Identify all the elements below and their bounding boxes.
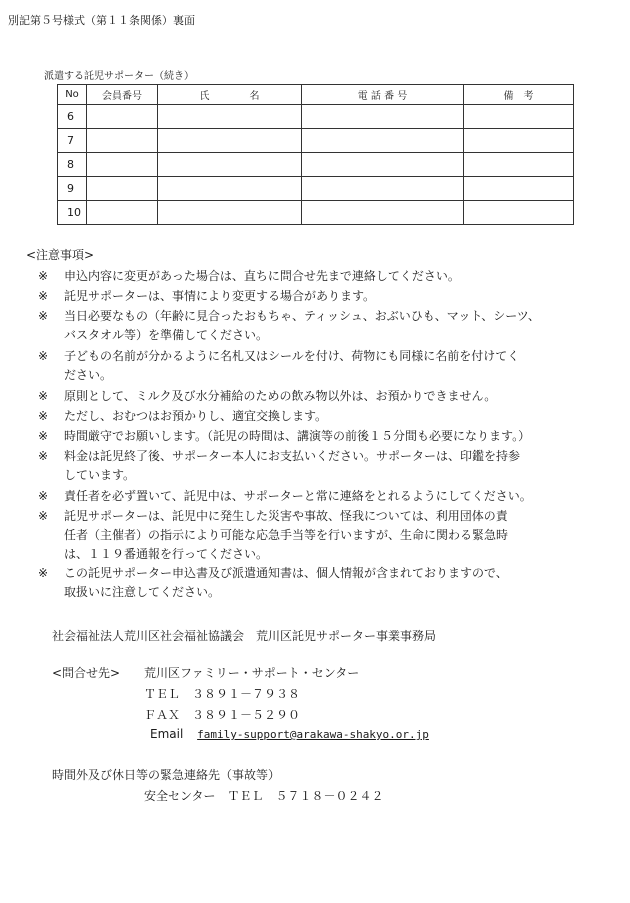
- remarks-cell[interactable]: [464, 129, 574, 153]
- name-cell[interactable]: [158, 105, 302, 129]
- note-text: 時間厳守でお願いします。（託児の時間は、講演等の前後１５分間も必要になります。）: [64, 429, 531, 443]
- table-header-row: [58, 85, 574, 105]
- name-cell[interactable]: [158, 153, 302, 177]
- note-mark: ※: [38, 449, 49, 463]
- emergency-label: 時間外及び休日等の緊急連絡先（事故等）: [52, 768, 281, 782]
- remarks-cell[interactable]: [464, 201, 574, 225]
- note-mark: ※: [38, 309, 49, 323]
- note-mark: ※: [38, 566, 49, 580]
- note-text: バスタオル等）を準備してください。: [64, 328, 269, 342]
- note-text: は、１１９番通報を行ってください。: [64, 547, 269, 561]
- table-row: [58, 105, 574, 129]
- row-number: 8: [58, 153, 87, 177]
- emergency-contact: 安全センター ＴＥＬ ５７１８－０２４２: [144, 789, 384, 803]
- note-mark: ※: [38, 289, 49, 303]
- contact-fax: ＦＡＸ ３８９１－５２９０: [144, 708, 301, 722]
- note-text: 当日必要なもの（年齢に見合ったおもちゃ、ティッシュ、おぶいひも、マット、シーツ、: [64, 309, 540, 323]
- organization-name: 社会福祉法人荒川区社会福祉協議会 荒川区託児サポーター事業事務局: [52, 629, 437, 643]
- email-row: [150, 727, 429, 741]
- note-mark: ※: [38, 509, 49, 523]
- note-text: 料金は託児終了後、サポーター本人にお支払いください。サポーターは、印鑑を持参: [64, 449, 521, 463]
- supporter-table: [57, 84, 574, 225]
- note-text: 申込内容に変更があった場合は、直ちに問合せ先まで連絡してください。: [64, 269, 460, 283]
- member-number-cell[interactable]: [87, 105, 158, 129]
- note-text: ださい。: [64, 368, 113, 382]
- email-link[interactable]: family-support@arakawa-shakyo.or.jp: [197, 728, 429, 741]
- note-mark: ※: [38, 429, 49, 443]
- row-number: 7: [58, 129, 87, 153]
- row-number: 10: [58, 201, 87, 225]
- note-mark: ※: [38, 489, 49, 503]
- phone-cell[interactable]: [302, 177, 464, 201]
- member-number-cell[interactable]: [87, 201, 158, 225]
- member-number-cell[interactable]: [87, 177, 158, 201]
- form-title: 別記第５号様式（第１１条関係）裏面: [8, 14, 195, 27]
- table-row: [58, 177, 574, 201]
- remarks-cell[interactable]: [464, 105, 574, 129]
- name-cell[interactable]: [158, 201, 302, 225]
- contact-label: <問合せ先>: [52, 666, 121, 680]
- header-remarks: 備 考: [464, 85, 574, 105]
- note-mark: ※: [38, 389, 49, 403]
- note-mark: ※: [38, 269, 49, 283]
- note-text: 託児サポーターは、託児中に発生した災害や事故、怪我については、利用団体の責: [64, 509, 508, 523]
- contact-name: 荒川区ファミリー・サポート・センター: [144, 666, 360, 680]
- note-text: しています。: [64, 468, 136, 482]
- header-no: No: [58, 85, 87, 105]
- member-number-cell[interactable]: [87, 129, 158, 153]
- note-mark: ※: [38, 349, 49, 363]
- phone-cell[interactable]: [302, 105, 464, 129]
- table-row: [58, 201, 574, 225]
- name-cell[interactable]: [158, 177, 302, 201]
- note-text: ただし、おむつはお預かりし、適宜交換します。: [64, 409, 328, 423]
- header-member-number: 会員番号: [87, 85, 158, 105]
- note-text: 任者（主催者）の指示により可能な応急手当等を行いますが、生命に関わる緊急時: [64, 528, 509, 542]
- note-text: 託児サポーターは、事情により変更する場合があります。: [64, 289, 376, 303]
- note-text: 責任者を必ず置いて、託児中は、サポーターと常に連絡をとれるようにしてください。: [64, 489, 532, 503]
- phone-cell[interactable]: [302, 153, 464, 177]
- header-phone: 電 話 番 号: [302, 85, 464, 105]
- phone-cell[interactable]: [302, 129, 464, 153]
- row-number: 6: [58, 105, 87, 129]
- notes-heading: <注意事項>: [26, 248, 95, 262]
- phone-cell[interactable]: [302, 201, 464, 225]
- note-text: 原則として、ミルク及び水分補給のための飲み物以外は、お預かりできません。: [64, 389, 497, 403]
- note-mark: ※: [38, 409, 49, 423]
- note-text: この託児サポーター申込書及び派遣通知書は、個人情報が含まれておりますので、: [64, 566, 508, 580]
- remarks-cell[interactable]: [464, 153, 574, 177]
- name-cell[interactable]: [158, 129, 302, 153]
- table-row: [58, 153, 574, 177]
- remarks-cell[interactable]: [464, 177, 574, 201]
- note-text: 取扱いに注意してください。: [64, 585, 221, 599]
- member-number-cell[interactable]: [87, 153, 158, 177]
- table-caption: 派遣する託児サポーター（続き）: [44, 71, 194, 82]
- email-label: Email: [150, 727, 184, 741]
- row-number: 9: [58, 177, 87, 201]
- table-row: [58, 129, 574, 153]
- header-name: 氏 名: [158, 85, 302, 105]
- note-text: 子どもの名前が分かるように名札又はシールを付け、荷物にも同様に名前を付けてく: [64, 349, 520, 363]
- contact-tel: ＴＥＬ ３８９１－７９３８: [144, 687, 301, 701]
